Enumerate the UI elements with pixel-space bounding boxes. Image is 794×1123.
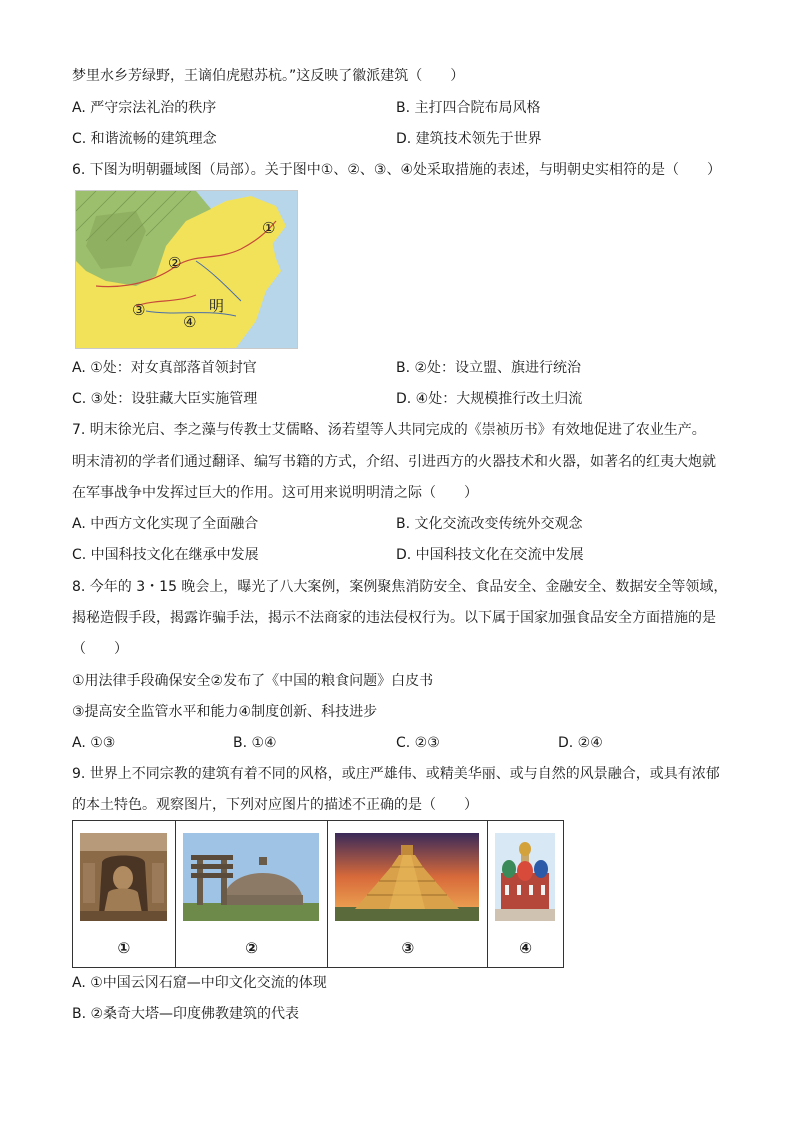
q6-option-b: B. ②处：设立盟、旗进行统治 [396,360,582,376]
photo-cell-1 [73,821,176,967]
photo-cell-2 [176,821,329,967]
q9-stem-1: 9. 世界上不同宗教的建筑有着不同的风格，或庄严雄伟、或精美华丽、或与自然的风景融合，或具有浓郁 [72,766,720,782]
q7-stem-1: 7. 明末徐光启、李之藻与传教士艾儒略、汤若望等人共同完成的《崇祯历书》有效地促进了农业生产。 [72,422,706,438]
q7-stem-3: 在军事战争中发挥过巨大的作用。这可用来说明明清之际（ ） [72,485,478,501]
q6-stem: 6. 下图为明朝疆域图（局部）。关于图中①、②、③、④处采取措施的表述，与明朝史实相符的是（ ） [72,162,722,178]
photo-label-2: ② [245,939,258,957]
q8-statements-2: ③提高安全监管水平和能力④制度创新、科技进步 [72,704,378,720]
map-label-1: ① [262,219,276,237]
q8-option-c: C. ②③ [396,735,440,751]
q9-option-a: A. ①中国云冈石窟—中印文化交流的体现 [72,975,327,991]
photo-label-4: ④ [519,939,532,957]
q5-option-d: D. 建筑技术领先于世界 [396,131,542,147]
q8-option-d: D. ②④ [558,735,603,751]
chichen-itza-pyramid-photo [335,833,479,921]
q6-option-d: D. ④处：大规模推行改土归流 [396,391,583,407]
q8-stem-1: 8. 今年的 3・15 晚会上，曝光了八大案例，案例聚焦消防安全、食品安全、金融安全、数据安全等领域， [72,579,728,595]
map-label-3: ③ [132,301,146,319]
st-basils-cathedral-photo [495,833,555,921]
q6-option-c: C. ③处：设驻藏大臣实施管理 [72,391,258,407]
ming-territory-map [75,190,298,349]
religious-buildings-table [72,820,564,968]
q9-stem-2: 的本土特色。观察图片，下列对应图片的描述不正确的是（ ） [72,797,478,813]
q5-option-b: B. 主打四合院布局风格 [396,100,541,116]
sanchi-stupa-photo [183,833,319,921]
q8-stem-2: 揭秘造假手段，揭露诈骗手法，揭示不法商家的违法侵权行为。以下属于国家加强食品安全方面措施的是 [72,610,716,626]
q9-option-b: B. ②桑奇大塔—印度佛教建筑的代表 [72,1006,300,1022]
q7-option-a: A. 中西方文化实现了全面融合 [72,516,259,532]
photo-label-1: ① [117,939,131,957]
q7-stem-2: 明末清初的学者们通过翻译、编写书籍的方式，介绍、引进西方的火器技术和火器，如著名的红夷大炮就 [72,454,716,470]
q6-option-a: A. ①处：对女真部落首领封官 [72,360,257,376]
map-label-4: ④ [183,313,197,331]
photo-cell-3 [328,821,488,967]
q5-option-a: A. 严守宗法礼治的秩序 [72,100,217,116]
q5-stem-end: 梦里水乡芳绿野，王谪伯虎慰苏杭。”这反映了徽派建筑（ ） [72,68,465,84]
q7-option-d: D. 中国科技文化在交流中发展 [396,547,584,563]
q8-option-a: A. ①③ [72,735,116,751]
q7-option-c: C. 中国科技文化在继承中发展 [72,547,259,563]
yungang-grottoes-photo [80,833,167,921]
map-label-ming: 明 [209,297,225,315]
map-label-2: ② [168,254,182,272]
q8-stem-3: （ ） [72,641,128,657]
photo-cell-4 [488,821,563,967]
q8-statements-1: ①用法律手段确保安全②发布了《中国的粮食问题》白皮书 [72,673,434,689]
q5-option-c: C. 和谐流畅的建筑理念 [72,131,217,147]
photo-label-3: ③ [401,939,415,957]
q7-option-b: B. 文化交流改变传统外交观念 [396,516,583,532]
map-graphic [76,191,297,348]
q8-option-b: B. ①④ [233,735,277,751]
